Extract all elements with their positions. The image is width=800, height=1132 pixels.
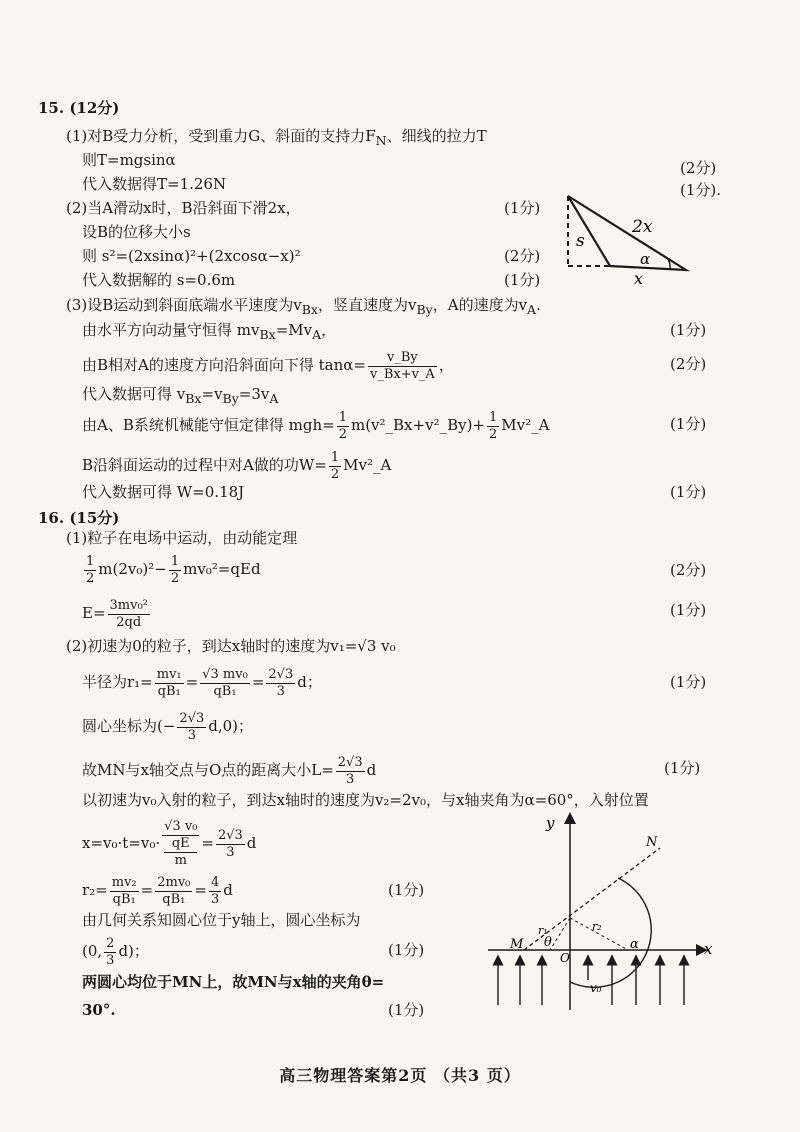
q15-p1-intro: (1)对B受力分析，受到重力G、斜面的支持力$F_N$、细线的拉力T [66,127,487,148]
q16-fig-label-r2: r₂ [592,920,602,933]
q15-p1-eq-score: (2分) [680,159,717,177]
q15-p2-line3: 则 s²=(2xsinα)²+(2xcosα−x)² [82,247,301,265]
q16-fig-label-v0: v₀ [590,981,602,995]
q15-p3-momentum: 由水平方向动量守恒得 $mv_{Bx}=Mv_A$， [82,321,337,342]
q16-p2-r1: 半径为r₁= $\frac{\text{mv₁}}{\text{qB₁}}$ = $\frac{\text{√3 mv₀}}{\text{qB₁}}$ = $\frac{2√3}{3}$ d； [82,666,322,699]
q15-p2-line2: 设B的位移大小s [82,223,191,241]
q16-fig-label-M: M [510,937,524,952]
q15-header: 15. (12分) [38,99,120,117]
q16-p2-x: x=v₀·t=v₀· √3 v₀ qE m = $\frac{2√3}{3}$ d [82,819,257,868]
q16-p2-L-score: (1分) [664,759,701,777]
q16-fig-label-N: N [646,835,658,850]
q16-fig-label-x: x [704,940,713,958]
q16-fig-trajectory-arc [570,878,651,987]
q15-p1-eq: 则T=mgsinα [82,151,176,169]
q16-fig-label-y: y [546,814,555,832]
q16-p2-r1-score: (1分) [670,673,707,691]
q16-p1-E: E= $\frac{\text{3mv₀²}}{2qd}$ [82,597,148,630]
q16-p2-v0: 以初速为v₀入射的粒子，到达x轴时的速度为v₂=2v₀，与x轴夹角为α=60°，入射位置 [82,791,649,809]
q15-p3-momentum-score: (1分) [670,321,707,339]
q15-p2-line4-score: (1分) [504,271,541,289]
q16-p2-geo-coord: (0, $\frac{2}{3}$ d)； [82,935,149,968]
q16-p2-L: 故MN与x轴交点与O点的距离大小L= $\frac{2√3}{3}$ d [82,754,377,787]
q15-p3-direction-score: (2分) [670,355,707,373]
q15-triangle-figure [560,190,695,285]
q15-p3-energy: 由A、B系统机械能守恒定律得 mgh= $\frac{1}{2}$ m(v²_Bx+v²_By)+ $\frac{1}{2}$ Mv²_A [82,409,550,442]
q15-p2-line4: 代入数据解的 s=0.6m [82,271,236,289]
q15-p3-result-score: (1分) [670,483,707,501]
q16-field-figure [480,810,720,1015]
page-footer: 高三物理答案第2页 （共3 页） [279,1066,521,1085]
q15-p2-line1: (2)当A滑动x时，B沿斜面下滑2x， [66,199,301,217]
q16-header: 16. (15分) [38,509,120,527]
q15-fig-label-s: s [576,231,585,251]
q15-fig-label-x: x [634,269,644,285]
q16-p2-final-score: (1分) [388,1001,425,1019]
q15-p1-result: 代入数据得T=1.26N [82,175,227,193]
q16-p2-r2-score: (1分) [388,881,425,899]
q16-p2-geo: 由几何关系知圆心位于y轴上，圆心坐标为 [82,911,361,929]
q16-p2-final-2: 30°. [82,1001,116,1019]
q16-p2-intro: (2)初速为0的粒子，到达x轴时的速度为v₁=√3 v₀ [66,637,396,655]
q15-p1-result-score: (1分). [680,181,722,199]
q16-p2-r2: r₂= $\frac{\text{mv₂}}{\text{qB₁}}$ = $\frac{\text{2mv₀}}{\text{qB₁}}$ = $\frac{4}{3}$ d [82,874,233,907]
q15-p2-line1-score: (1分) [504,199,541,217]
q16-p1-eq: $\frac{1}{2}$ m(2v₀)²− $\frac{1}{2}$ mv₀²=qEd [86,553,261,586]
q15-p2-line3-score: (2分) [504,247,541,265]
q16-p2-center: 圆心坐标为(− $\frac{2√3}{3}$ d,0)； [82,710,254,743]
q16-p2-final-1: 两圆心均位于MN上，故MN与x轴的夹角θ= [82,973,385,991]
q16-p1-eq-score: (2分) [670,561,707,579]
q15-fig-label-alpha: α [640,250,651,268]
q16-fig-label-O: O [560,951,570,965]
q16-fig-label-r1: r₁ [538,924,548,937]
q15-p3-direction: 由B相对A的速度方向沿斜面向下得 tanα= $\frac{v\_By}{v\_Bx+v\_A}$ ， [82,349,454,382]
q15-p3-energy-score: (1分) [670,415,707,433]
q16-fig-label-theta: θ [544,935,552,950]
q15-p3-work: B沿斜面运动的过程中对A做的功W= $\frac{1}{2}$ Mv²_A [82,449,392,482]
q16-p2-geo-score: (1分) [388,941,425,959]
q15-p3-intro: (3)设B运动到斜面底端水平速度为$v_{Bx}$，竖直速度为$v_{By}$，A的速度为$v_A$. [66,296,541,317]
q15-fig-label-2x: 2x [632,217,653,237]
q16-p1-intro: (1)粒子在电场中运动，由动能定理 [66,529,298,547]
q15-p3-sub: 代入数据可得 $v_{Bx}=v_{By}=3v_A$ [82,385,279,406]
q16-p1-E-score: (1分) [670,601,707,619]
q16-fig-label-alpha: α [630,937,639,952]
q15-p3-result: 代入数据可得 W=0.18J [82,483,245,501]
